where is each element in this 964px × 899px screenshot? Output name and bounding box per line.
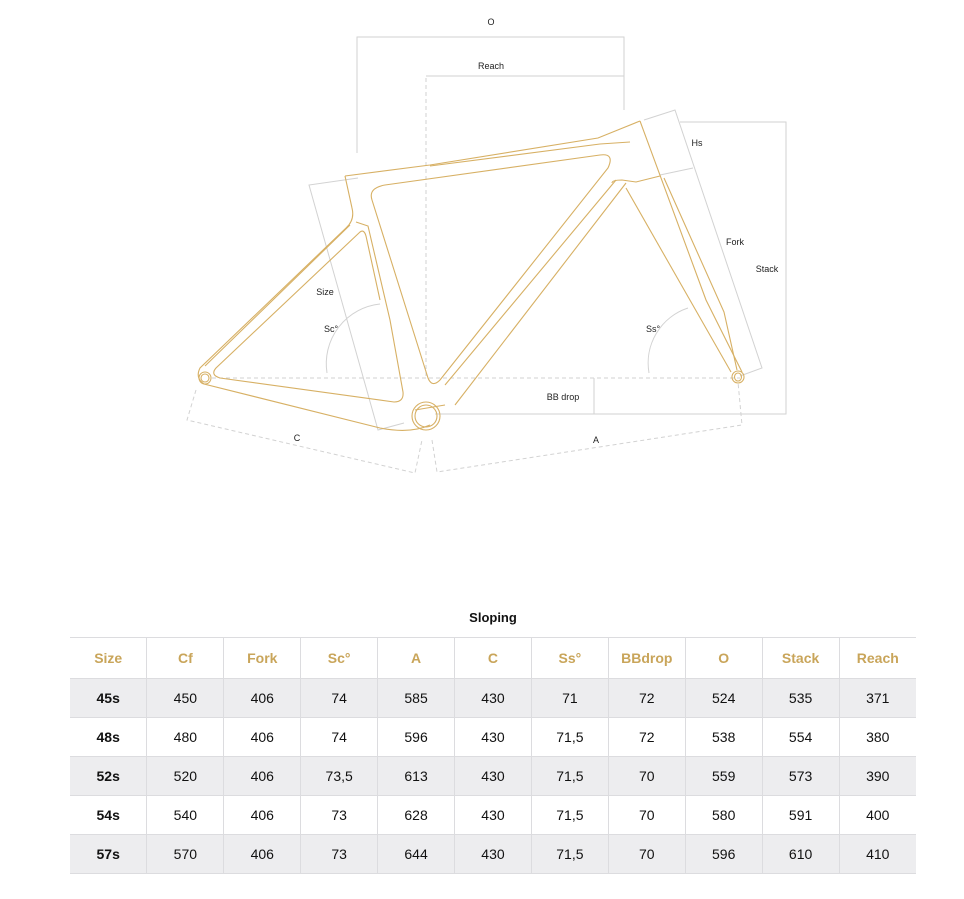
cell: 450 [147,679,224,718]
cell: 390 [839,757,916,796]
table-row [70,718,916,757]
cell: 406 [224,718,301,757]
cell-size: 57s [70,835,147,874]
cell: 71,5 [531,835,608,874]
col-header: BBdrop [608,638,685,679]
table-header-row [70,638,916,679]
cell: 480 [147,718,224,757]
cell: 72 [608,679,685,718]
label-c: C [293,433,301,443]
col-header: A [378,638,455,679]
cell: 71 [531,679,608,718]
label-reach: Reach [477,61,505,71]
cell: 71,5 [531,757,608,796]
cell: 524 [685,679,762,718]
label-fork: Fork [726,237,744,247]
col-header: Stack [762,638,839,679]
cell: 73 [301,835,378,874]
cell: 72 [608,718,685,757]
cell-size: 52s [70,757,147,796]
cell: 585 [378,679,455,718]
col-header: Fork [224,638,301,679]
cell: 74 [301,718,378,757]
cell: 371 [839,679,916,718]
label-a: A [592,435,600,445]
label-hs: Hs [691,138,703,148]
cell: 71,5 [531,796,608,835]
label-ss-angle: Ss° [645,324,661,334]
cell: 580 [685,796,762,835]
cell: 71,5 [531,718,608,757]
cell: 70 [608,796,685,835]
cell: 70 [608,757,685,796]
cell: 430 [455,796,532,835]
label-bb-drop: BB drop [546,392,580,402]
cell: 406 [224,796,301,835]
cell: 430 [455,718,532,757]
col-header: Cf [147,638,224,679]
cell: 430 [455,757,532,796]
cell: 540 [147,796,224,835]
cell: 430 [455,679,532,718]
cell: 73,5 [301,757,378,796]
cell: 573 [762,757,839,796]
col-header: O [685,638,762,679]
cell: 628 [378,796,455,835]
table-row [70,679,916,718]
label-o: O [487,17,495,27]
geometry-table [70,637,916,874]
cell: 535 [762,679,839,718]
table-row [70,835,916,874]
cell: 406 [224,679,301,718]
cell: 73 [301,796,378,835]
col-header: Size [70,638,147,679]
cell: 430 [455,835,532,874]
dimension-guides [309,37,786,430]
cell: 406 [224,757,301,796]
table-title: Sloping [469,610,517,625]
cell: 613 [378,757,455,796]
cell: 520 [147,757,224,796]
label-stack: Stack [755,264,779,274]
cell: 570 [147,835,224,874]
cell-size: 54s [70,796,147,835]
cell: 406 [224,835,301,874]
table-row [70,796,916,835]
frame-outline [198,121,744,430]
cell: 644 [378,835,455,874]
cell: 559 [685,757,762,796]
table-row [70,757,916,796]
label-size: Size [316,287,334,297]
label-sc-angle: Sc° [323,324,339,334]
col-header: Reach [839,638,916,679]
cell: 591 [762,796,839,835]
cell: 70 [608,835,685,874]
cell: 74 [301,679,378,718]
cell: 554 [762,718,839,757]
cell: 380 [839,718,916,757]
col-header: Ss° [531,638,608,679]
cell: 400 [839,796,916,835]
cell: 596 [378,718,455,757]
cell-size: 48s [70,718,147,757]
cell: 538 [685,718,762,757]
col-header: Sc° [301,638,378,679]
cell: 596 [685,835,762,874]
cell: 410 [839,835,916,874]
cell: 610 [762,835,839,874]
cell-size: 45s [70,679,147,718]
col-header: C [455,638,532,679]
